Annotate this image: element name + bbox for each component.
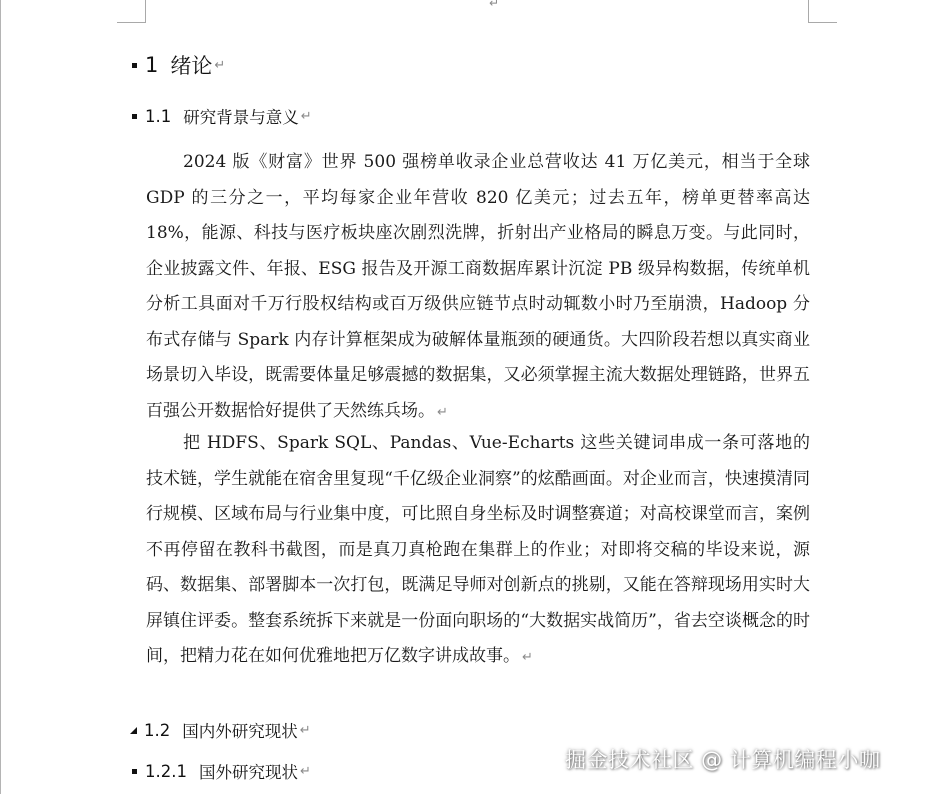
heading-bullet-icon (132, 114, 137, 119)
paragraph-mark-icon: ↵ (299, 763, 311, 779)
heading-1-2[interactable] (130, 718, 311, 742)
heading-1-2-1[interactable] (132, 759, 311, 783)
margin-corner-top-right (808, 0, 837, 23)
paragraph-mark-icon: ↵ (214, 57, 226, 73)
heading-number: 1.1 (145, 106, 172, 126)
body-paragraph-1[interactable] (146, 145, 810, 430)
heading-1[interactable] (132, 50, 225, 80)
paragraph-text: 把 HDFS、Spark SQL、Pandas、Vue-Echarts 这些关键词串成一条可落地的技术链，学生就能在宿舍里复现“千亿级企业洞察”的炫酷画面。对企业而言，快速摸清同行规模、区域布局与行业集中度，可比照自身坐标及时调整赛道；对高校课堂而言，案例不再停留在教科书截图，而是真刀真枪跑在集群上的作业；对即将交稿的毕设来说，源码、数据集、部署脚本一次打包，既满足导师对创新点的挑剔，又能在答辩现场用实时大屏镇住评委。整套系统拆下来就是一份面向职场的“大数据实战简历”，省去空谈概念的时间，把精力花在如何优雅地把万亿数字讲成故事。 (146, 433, 810, 666)
heading-bullet-icon (132, 769, 137, 774)
collapse-triangle-icon[interactable] (130, 727, 137, 734)
page-left-edge (0, 0, 1, 794)
heading-title: 国外研究现状 (198, 763, 298, 782)
paragraph-mark-icon: ↵ (299, 722, 311, 738)
paragraph-mark-icon: ↵ (300, 108, 312, 124)
paragraph-mark-icon: ↵ (522, 650, 533, 665)
heading-title: 研究背景与意义 (183, 108, 299, 127)
heading-title: 绪论 (170, 54, 213, 78)
heading-number: 1 (145, 53, 159, 77)
margin-corner-top-left (117, 0, 146, 23)
watermark: 掘金技术社区 @ 计算机编程小咖 (565, 748, 881, 772)
body-paragraph-2[interactable] (146, 426, 810, 676)
heading-number: 1.2.1 (145, 761, 187, 781)
heading-number: 1.2 (144, 720, 171, 740)
heading-title: 国内外研究现状 (182, 722, 298, 741)
paragraph-mark-icon: ↵ (489, 0, 500, 10)
paragraph-mark-icon: ↵ (437, 404, 448, 420)
heading-bullet-icon (132, 63, 137, 68)
heading-1-1[interactable] (132, 104, 312, 128)
paragraph-text: 2024 版《财富》世界 500 强榜单收录企业总营收达 41 万亿美元，相当于全球 GDP 的三分之一，平均每家企业年营收 820 亿美元；过去五年，榜单更替率高达 18%，能源、科技与医疗板块座次剧烈洗牌，折射出产业格局的瞬息万变。与此同时，企业披露文件、年报、ESG 报告及开源工商数据库累计沉淀 PB 级异构数据，传统单机分析工具面对千万行股权结构或百万级供应链节点时动辄数小时乃至崩溃，Hadoop 分布式存储与 Spark 内存计算框架成为破解体量瓶颈的硬通货。大四阶段若想以真实商业场景切入毕设，既需要体量足够震撼的数据集，又必须掌握主流大数据处理链路，世界五百强公开数据恰好提供了天然练兵场。 (146, 152, 810, 421)
